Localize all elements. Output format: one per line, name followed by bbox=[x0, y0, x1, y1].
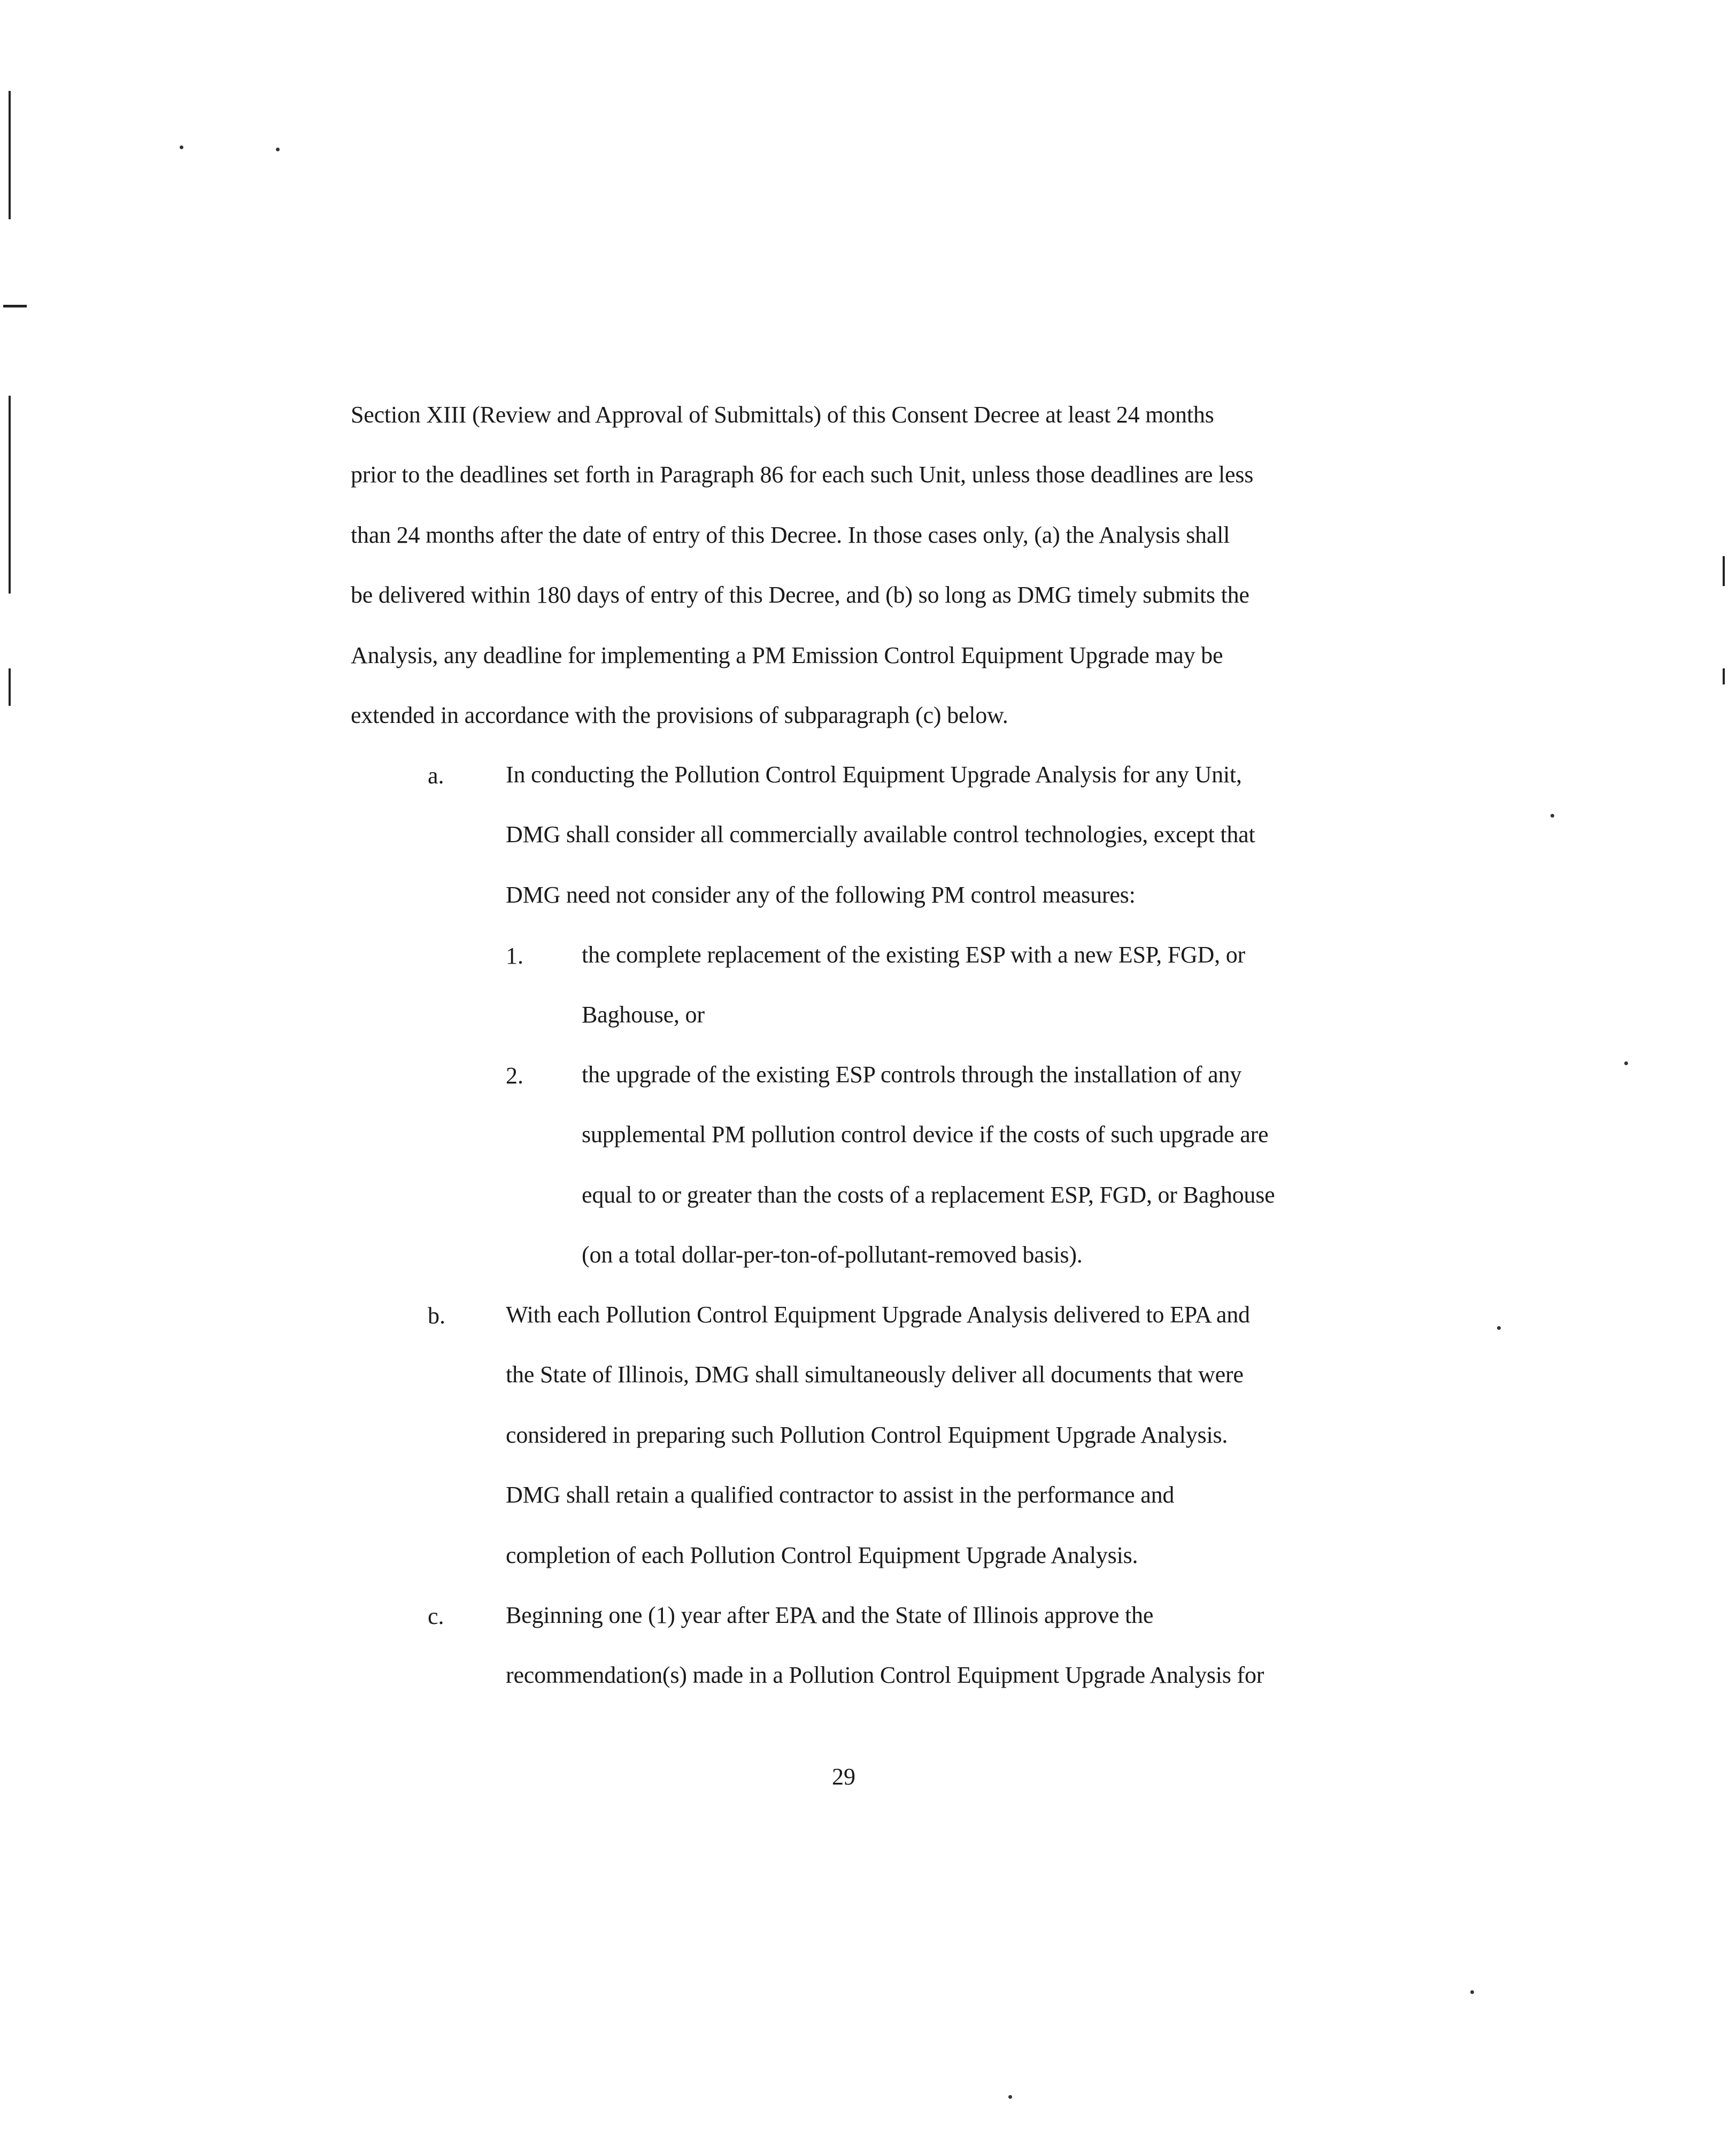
subitem-2-line: supplemental PM pollution control device if the costs of such upgrade are bbox=[582, 1121, 1269, 1148]
scan-mark bbox=[9, 668, 11, 706]
item-a-line: DMG need not consider any of the following PM control measures: bbox=[506, 882, 1136, 908]
body-line: Analysis, any deadline for implementing a PM Emission Control Equipment Upgrade may be bbox=[351, 642, 1223, 668]
subitem-1-line: the complete replacement of the existing ESP with a new ESP, FGD, or bbox=[582, 942, 1245, 968]
item-a-line: In conducting the Pollution Control Equipment Upgrade Analysis for any Unit, bbox=[506, 761, 1242, 788]
item-c-line: Beginning one (1) year after EPA and the State of Illinois approve the bbox=[506, 1602, 1154, 1628]
body-line: prior to the deadlines set forth in Paragraph 86 for each such Unit, unless those deadlines are less bbox=[351, 461, 1254, 488]
subitem-2-line: equal to or greater than the costs of a replacement ESP, FGD, or Baghouse bbox=[582, 1182, 1275, 1208]
item-label-c: c. bbox=[428, 1603, 444, 1629]
item-label-b: b. bbox=[428, 1303, 445, 1329]
scan-speck bbox=[1470, 1990, 1474, 1994]
scan-mark bbox=[1723, 668, 1725, 684]
body-line: be delivered within 180 days of entry of this Decree, and (b) so long as DMG timely submits the bbox=[351, 582, 1249, 608]
body-line: than 24 months after the date of entry of this Decree. In those cases only, (a) the Analysis shall bbox=[351, 522, 1230, 548]
item-b-line: DMG shall retain a qualified contractor to assist in the performance and bbox=[506, 1482, 1175, 1508]
subitem-2-line: the upgrade of the existing ESP controls through the installation of any bbox=[582, 1061, 1242, 1088]
scan-speck bbox=[276, 148, 280, 151]
item-c-line: recommendation(s) made in a Pollution Control Equipment Upgrade Analysis for bbox=[506, 1662, 1264, 1688]
scan-speck bbox=[1624, 1061, 1628, 1065]
item-b-line: considered in preparing such Pollution Control Equipment Upgrade Analysis. bbox=[506, 1422, 1228, 1448]
body-line: Section XIII (Review and Approval of Submittals) of this Consent Decree at least 24 months bbox=[351, 402, 1214, 428]
scan-speck bbox=[1550, 814, 1554, 818]
scan-speck bbox=[1497, 1326, 1501, 1330]
subitem-2-line: (on a total dollar-per-ton-of-pollutant-removed basis). bbox=[582, 1242, 1083, 1268]
scan-speck bbox=[1008, 2095, 1012, 2099]
item-b-line: With each Pollution Control Equipment Upgrade Analysis delivered to EPA and bbox=[506, 1302, 1250, 1328]
scan-mark bbox=[9, 396, 11, 594]
scan-mark bbox=[1723, 556, 1725, 586]
scan-mark bbox=[9, 91, 11, 219]
item-b-line: completion of each Pollution Control Equipment Upgrade Analysis. bbox=[506, 1542, 1138, 1568]
page-number: 29 bbox=[832, 1764, 855, 1790]
subitem-label-2: 2. bbox=[506, 1062, 523, 1089]
scan-mark bbox=[3, 305, 27, 307]
subitem-1-line: Baghouse, or bbox=[582, 1002, 705, 1028]
scan-speck bbox=[180, 145, 183, 149]
item-a-line: DMG shall consider all commercially available control technologies, except that bbox=[506, 821, 1255, 848]
item-b-line: the State of Illinois, DMG shall simultaneously deliver all documents that were bbox=[506, 1361, 1244, 1388]
item-label-a: a. bbox=[428, 763, 444, 789]
subitem-label-1: 1. bbox=[506, 943, 523, 969]
body-line: extended in accordance with the provisions of subparagraph (c) below. bbox=[351, 702, 1008, 728]
